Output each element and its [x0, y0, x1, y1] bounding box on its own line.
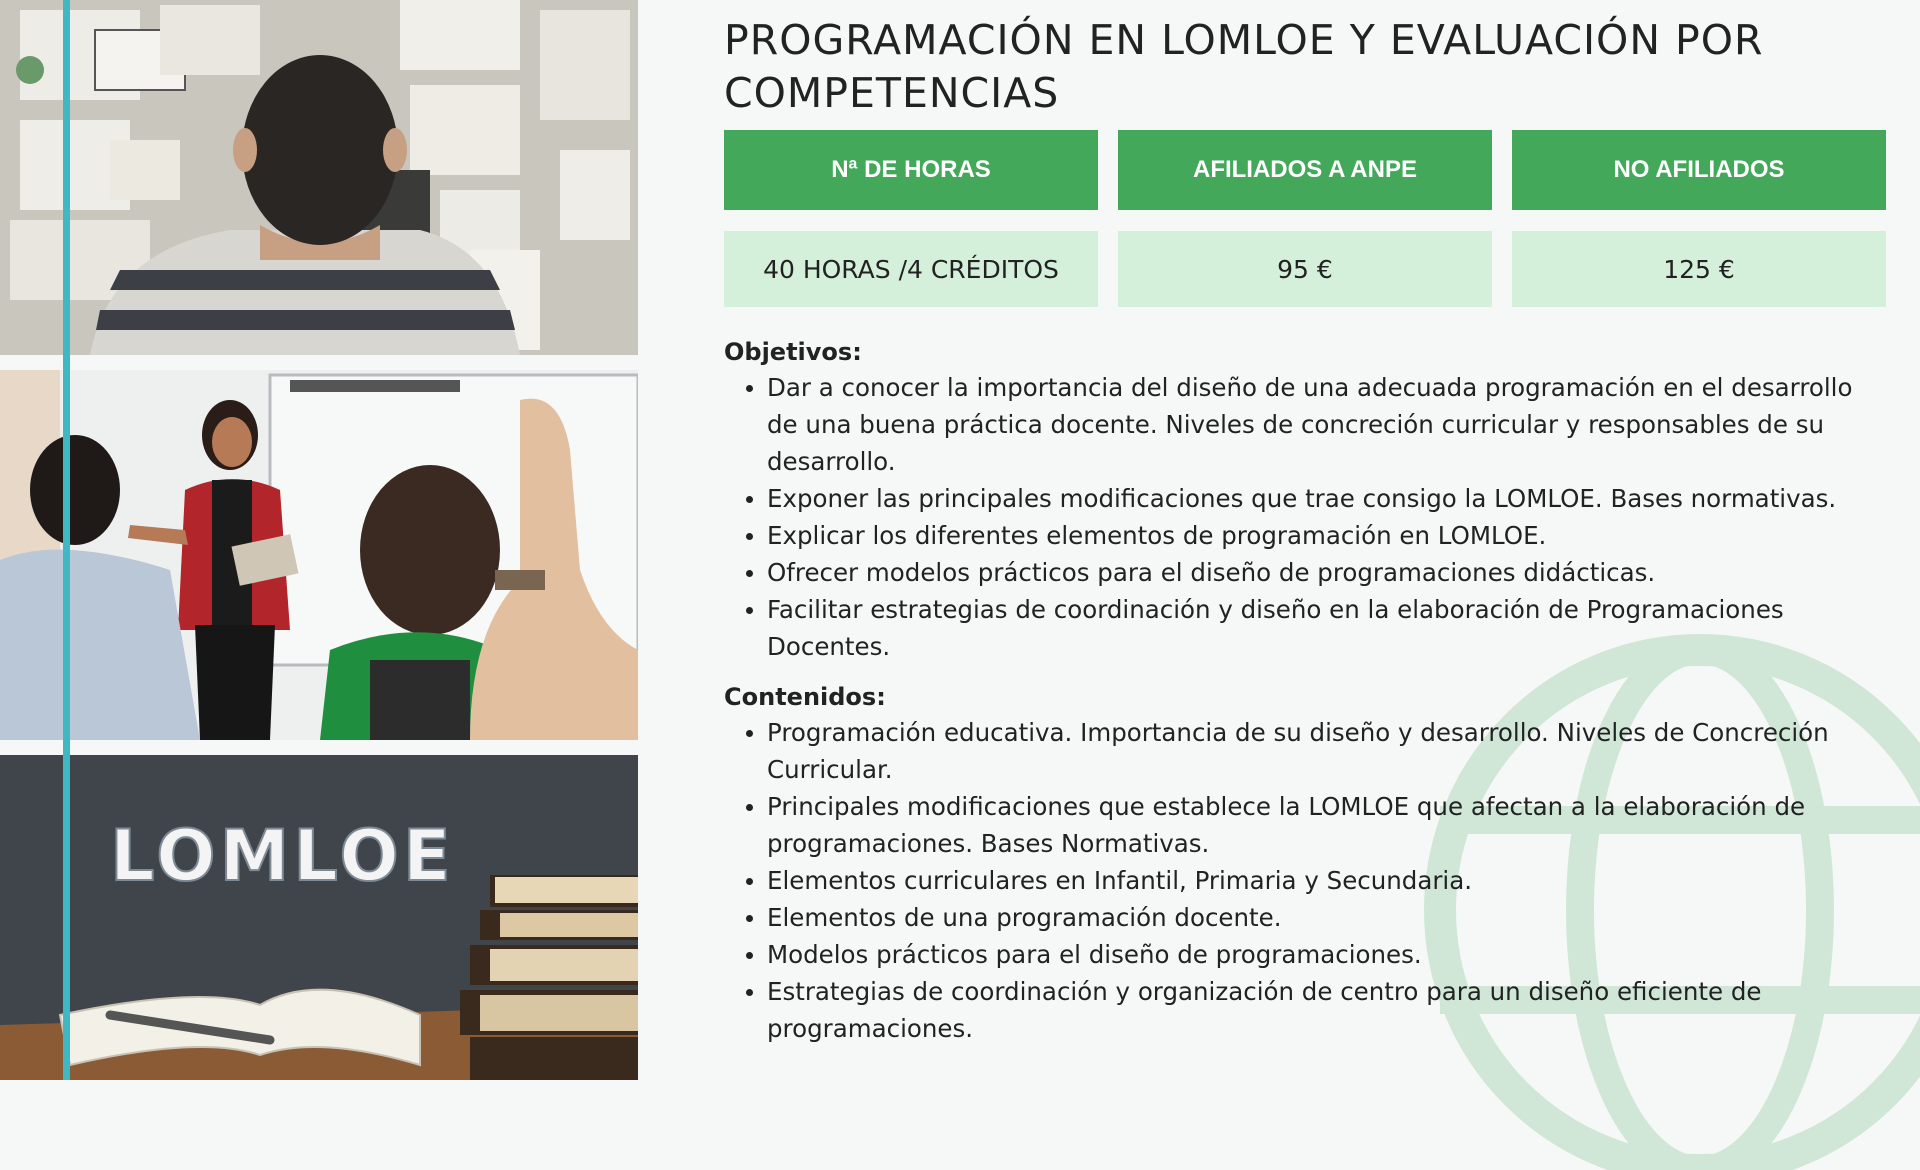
objetivos-heading: Objetivos: — [724, 338, 862, 366]
list-item: Estrategias de coordinación y organización de centro para un diseño eficiente de programaciones. — [767, 973, 1888, 1047]
contenidos-list — [724, 714, 1888, 1047]
header-hours: Nª DE HORAS — [724, 130, 1098, 210]
list-item: Exponer las principales modificaciones que trae consigo la LOMLOE. Bases normativas. — [767, 480, 1888, 517]
photo-man-wall-of-notes — [0, 0, 638, 355]
chalkboard-lomloe-text: LOMLOE — [110, 815, 455, 897]
list-item: Dar a conocer la importancia del diseño de una adecuada programación en el desarrollo de una buena práctica docente. Niveles de concreción curricular y responsables de su desarrollo. — [767, 369, 1888, 480]
photo-teacher-classroom — [0, 370, 638, 740]
list-item: Elementos curriculares en Infantil, Primaria y Secundaria. — [767, 862, 1888, 899]
value-affiliated-price: 95 € — [1118, 231, 1492, 307]
list-item: Modelos prácticos para el diseño de programaciones. — [767, 936, 1888, 973]
list-item: Principales modificaciones que establece la LOMLOE que afectan a la elaboración de programaciones. Bases Normativas. — [767, 788, 1888, 862]
accent-vertical-line — [63, 0, 70, 1080]
course-info — [724, 14, 1888, 1047]
header-affiliated: AFILIADOS A ANPE — [1118, 130, 1492, 210]
value-hours: 40 HORAS /4 CRÉDITOS — [724, 231, 1098, 307]
list-item: Programación educativa. Importancia de su diseño y desarrollo. Niveles de Concreción Curricular. — [767, 714, 1888, 788]
value-non-affiliated-price: 125 € — [1512, 231, 1886, 307]
photo-chalkboard-lomloe — [0, 755, 638, 1080]
list-item: Facilitar estrategias de coordinación y diseño en la elaboración de Programaciones Docentes. — [767, 591, 1888, 665]
objetivos-list — [724, 369, 1888, 665]
header-non-affiliated: NO AFILIADOS — [1512, 130, 1886, 210]
page-title: PROGRAMACIÓN EN LOMLOE Y EVALUACIÓN POR COMPETENCIAS — [724, 16, 1764, 117]
pricing-table — [724, 130, 1888, 307]
list-item: Ofrecer modelos prácticos para el diseño de programaciones didácticas. — [767, 554, 1888, 591]
list-item: Elementos de una programación docente. — [767, 899, 1888, 936]
list-item: Explicar los diferentes elementos de programación en LOMLOE. — [767, 517, 1888, 554]
contenidos-heading: Contenidos: — [724, 683, 886, 711]
